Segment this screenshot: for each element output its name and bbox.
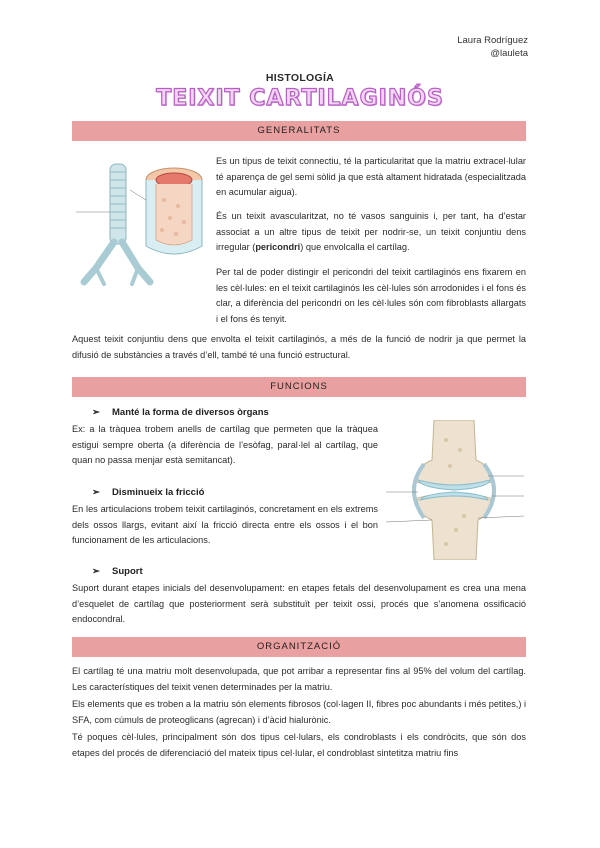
arrow-bullet-icon: ➢ xyxy=(92,407,100,418)
funcions-bullet-3-text: Suport durant etapes inicials del desenvolupament: en etapes fetals del desenvolupament es crea una mena d’esquelet de cartílag que posteriorment serà substituït per teixit ossi, procés que s’anomena ossificació endocondral. xyxy=(72,583,526,625)
page-title: TEIXIT CARTILAGINÓS xyxy=(156,86,444,111)
funcions-bullet-1-text: Ex: a la tràquea trobem anells de cartílag que permeten que la tràquea estigui sempre oberta (a diferència de l’esòfag, paral·lel al cartílag, que quan no passa menjar està semitancat). xyxy=(72,424,378,466)
funcions-bullet-2-title: Disminueix la fricció xyxy=(112,487,205,498)
author-handle: @lauleta xyxy=(490,48,528,59)
author-name: Laura Rodríguez xyxy=(457,35,528,46)
subject-heading: HISTOLOGÍA xyxy=(265,72,335,84)
funcions-bullet-2-text: En les articulacions trobem teixit cartilaginós, concretament en els extrems dels ossos llargs, evitant així la fricció directa entre els ossos i el bon funcionament de les articulacions. xyxy=(72,504,378,546)
generalitats-paragraph-1: Es un tipus de teixit connectiu, té la particularitat que la matriu extracel·lular té aparença de gel semi sòlid ja que està altament hidratada (especialitzada en acumular aigua). xyxy=(216,156,526,198)
generalitats-paragraph-4: Aquest teixit conjuntiu dens que envolta el teixit cartilaginós, a més de la funció de nodrir ja que permet la difusió de substàncies a través d’ell, també té una funció estructural. xyxy=(72,334,526,360)
generalitats-paragraph-2 xyxy=(216,209,526,256)
generalitats-paragraph-2-part-b: ) que envolcalla el cartílag. xyxy=(300,242,410,253)
organitzacio-paragraph-2: Els elements que es troben a la matriu són elements fibrosos (col·lagen II, fibres poc abundants i més petites,) i SFA, com cúmuls de proteoglicans (agrecan) i d’àcid hialurònic. xyxy=(72,699,526,725)
author-block xyxy=(457,34,528,60)
arrow-bullet-icon: ➢ xyxy=(92,566,100,577)
section-organitzacio-header: ORGANITZACIÓ xyxy=(72,637,526,657)
funcions-bullet-3 xyxy=(92,566,143,577)
funcions-bullet-1-title: Manté la forma de diversos òrgans xyxy=(112,407,269,418)
joint-illustration xyxy=(384,420,526,560)
funcions-bullet-2 xyxy=(92,487,204,498)
trachea-illustration xyxy=(74,150,214,290)
generalitats-paragraph-3: Per tal de poder distingir el pericondri del teixit cartilaginós ens fixarem en les cèl·lules: en el teixit cartilaginós les cèl·lules són arrodonides i el fons és clar, a diferència del pericondri on les cèl·lules són com fibroblasts allargats i el fons és tenyit. xyxy=(216,267,526,324)
generalitats-paragraph-2-part-a: És un teixit avascularitzat, no té vasos sanguinis i, per tant, ha d’estar associat a un altre tipus de teixit per nodrir-se, un teixit conjuntiu dens irregular ( xyxy=(216,211,526,253)
section-funcions-header: FUNCIONS xyxy=(72,377,526,397)
funcions-bullet-3-title: Suport xyxy=(112,566,143,577)
organitzacio-paragraph-3: Té poques cèl·lules, principalment són dos tipus cel·lulars, els condroblasts i els condròcits, que són dos etapes del procés de diferenciació del mateix tipus cel·lular, el condroblast sintetitza matriu fins xyxy=(72,732,526,758)
organitzacio-paragraph-1: El cartílag té una matriu molt desenvolupada, que pot arribar a representar fins al 95% del volum del cartílag. Les característiques del teixit venen determinades per la matriu. xyxy=(72,666,526,692)
arrow-bullet-icon: ➢ xyxy=(92,487,100,498)
pericondri-term: pericondri xyxy=(255,242,301,253)
funcions-bullet-1 xyxy=(92,407,269,418)
section-generalitats-header: GENERALITATS xyxy=(72,121,526,141)
